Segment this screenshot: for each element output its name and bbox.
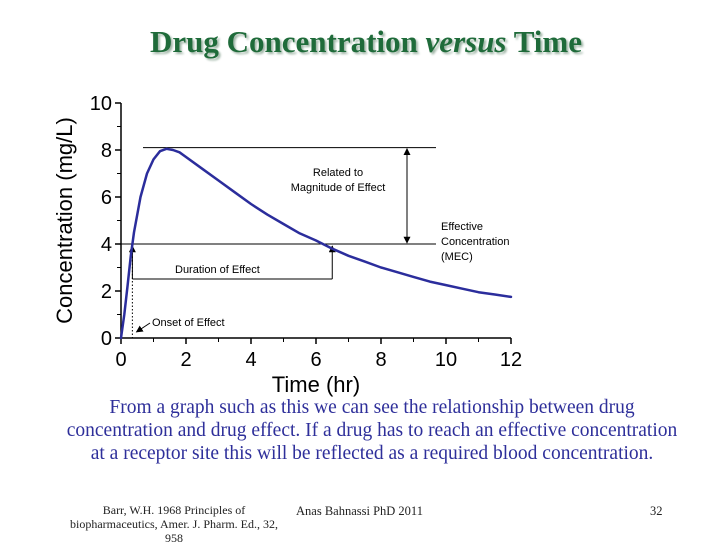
y-tick-label: 4 xyxy=(100,234,112,256)
x-tick-label: 12 xyxy=(499,349,523,371)
mec-annotation: Effective Concentration (MEC) xyxy=(441,221,510,263)
y-tick-label: 2 xyxy=(100,281,112,303)
x-tick-label: 10 xyxy=(434,349,458,371)
annotations xyxy=(121,148,510,338)
slide-caption: From a graph such as this we can see the relationship between drug concentration and drug effect. If a drug has to reach an effective concentration at a receptor site this will be reflected as a required blood concentration. xyxy=(66,397,678,464)
peak-annotation: Related to Magnitude of Effect xyxy=(290,167,386,194)
x-tick-label: 4 xyxy=(245,349,257,371)
y-tick-label: 6 xyxy=(100,187,112,209)
onset-arrow xyxy=(136,323,150,332)
y-tick-label: 8 xyxy=(100,140,112,162)
slide-title xyxy=(150,24,728,60)
duration-annotation: Duration of Effect xyxy=(175,264,260,276)
x-tick-label: 2 xyxy=(180,349,192,371)
concentration-time-chart xyxy=(50,86,590,398)
footer-author: Anas Bahnassi PhD 2011 xyxy=(296,504,423,518)
y-tick-label: 10 xyxy=(89,93,112,115)
x-tick-label: 0 xyxy=(115,349,127,371)
footer-reference: Barr, W.H. 1968 Principles of biopharmaceutics, Amer. J. Pharm. Ed., 32, 958 xyxy=(70,503,278,545)
title-part-2: Time xyxy=(506,24,583,59)
x-axis-label: Time (hr) xyxy=(271,372,361,397)
title-italic: versus xyxy=(425,24,507,59)
y-tick-label: 0 xyxy=(100,328,112,350)
x-tick-label: 6 xyxy=(310,349,322,371)
y-axis-label: Concentration (mg/L) xyxy=(52,117,77,324)
page-number: 32 xyxy=(650,504,663,518)
x-tick-label: 8 xyxy=(375,349,387,371)
onset-annotation: Onset of Effect xyxy=(152,317,225,329)
title-part-1: Drug Concentration xyxy=(150,24,426,59)
